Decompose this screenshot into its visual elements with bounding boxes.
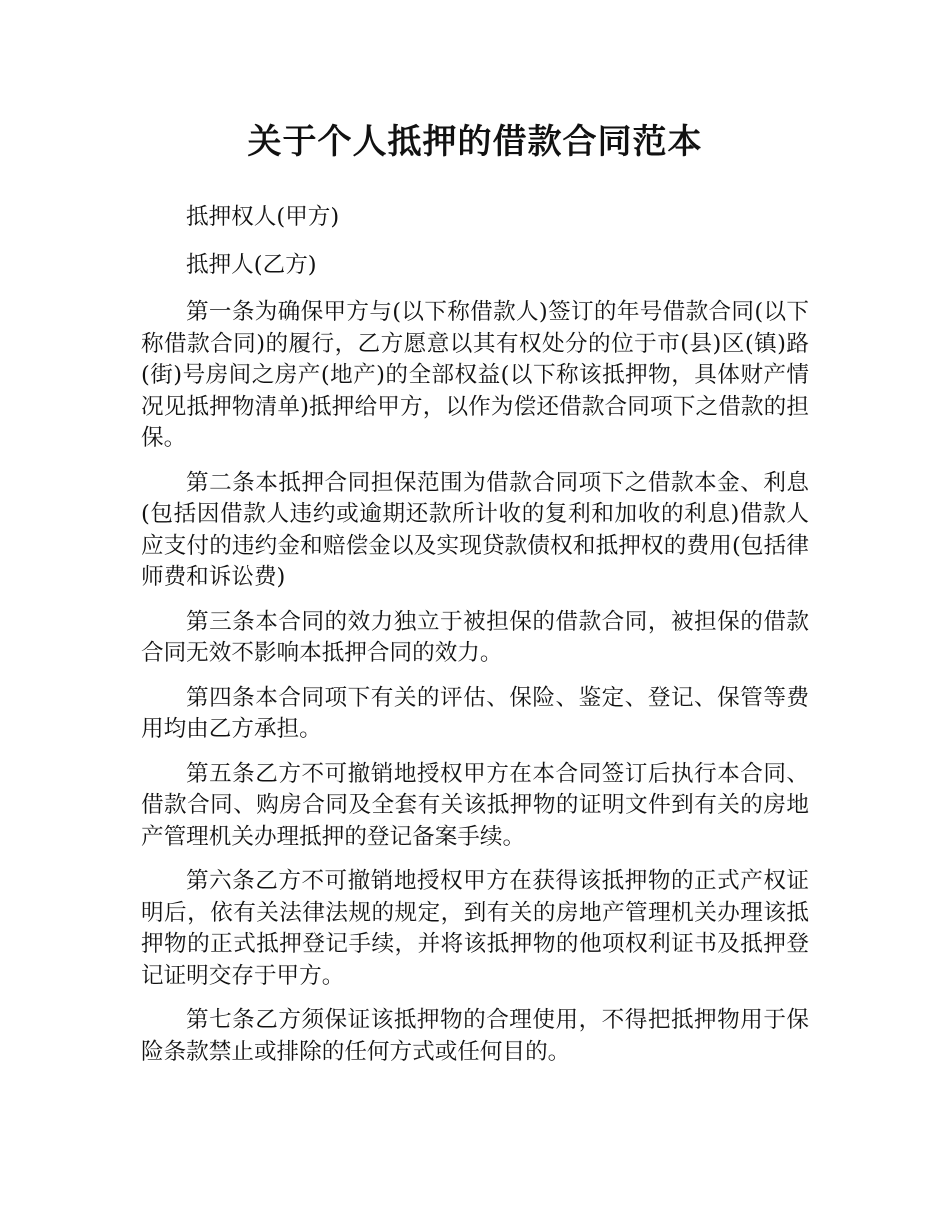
paragraph-article-1: 第一条为确保甲方与(以下称借款人)签订的年号借款合同(以下称借款合同)的履行，乙方愿意以其有权处分的位于市(县)区(镇)路(街)号房间之房产(地产)的全部权益(以下称该抵押物，具体财产情况见抵押物清单)抵押给甲方，以作为偿还借款合同项下之借款的担保。 <box>141 299 809 451</box>
paragraph-article-6: 第六条乙方不可撤销地授权甲方在获得该抵押物的正式产权证明后，依有关法律法规的规定，到有关的房地产管理机关办理该抵押物的正式抵押登记手续，并将该抵押物的他项权利证书及抵押登记证明交存于甲方。 <box>141 868 809 989</box>
paragraph-article-3: 第三条本合同的效力独立于被担保的借款合同，被担保的借款合同无效不影响本抵押合同的效力。 <box>141 608 809 666</box>
document-body <box>141 202 809 1081</box>
paragraph-mortgagee: 抵押权人(甲方) <box>186 204 340 230</box>
paragraph-article-5: 第五条乙方不可撤销地授权甲方在本合同签订后执行本合同、借款合同、购房合同及全套有关该抵押物的证明文件到有关的房地产管理机关办理抵押的登记备案手续。 <box>141 760 809 850</box>
paragraph-article-4: 第四条本合同项下有关的评估、保险、鉴定、登记、保管等费用均由乙方承担。 <box>141 684 809 742</box>
paragraph-article-7: 第七条乙方须保证该抵押物的合理使用，不得把抵押物用于保险条款禁止或排除的任何方式或任何目的。 <box>141 1007 809 1065</box>
document-title: 关于个人抵押的借款合同范本 <box>247 122 703 162</box>
paragraph-article-2: 第二条本抵押合同担保范围为借款合同项下之借款本金、利息(包括因借款人违约或逾期还款所计收的复利和加收的利息)借款人应支付的违约金和赔偿金以及实现贷款债权和抵押权的费用(包括律师费和诉讼费) <box>141 469 809 590</box>
paragraph-mortgagor: 抵押人(乙方) <box>186 251 317 278</box>
